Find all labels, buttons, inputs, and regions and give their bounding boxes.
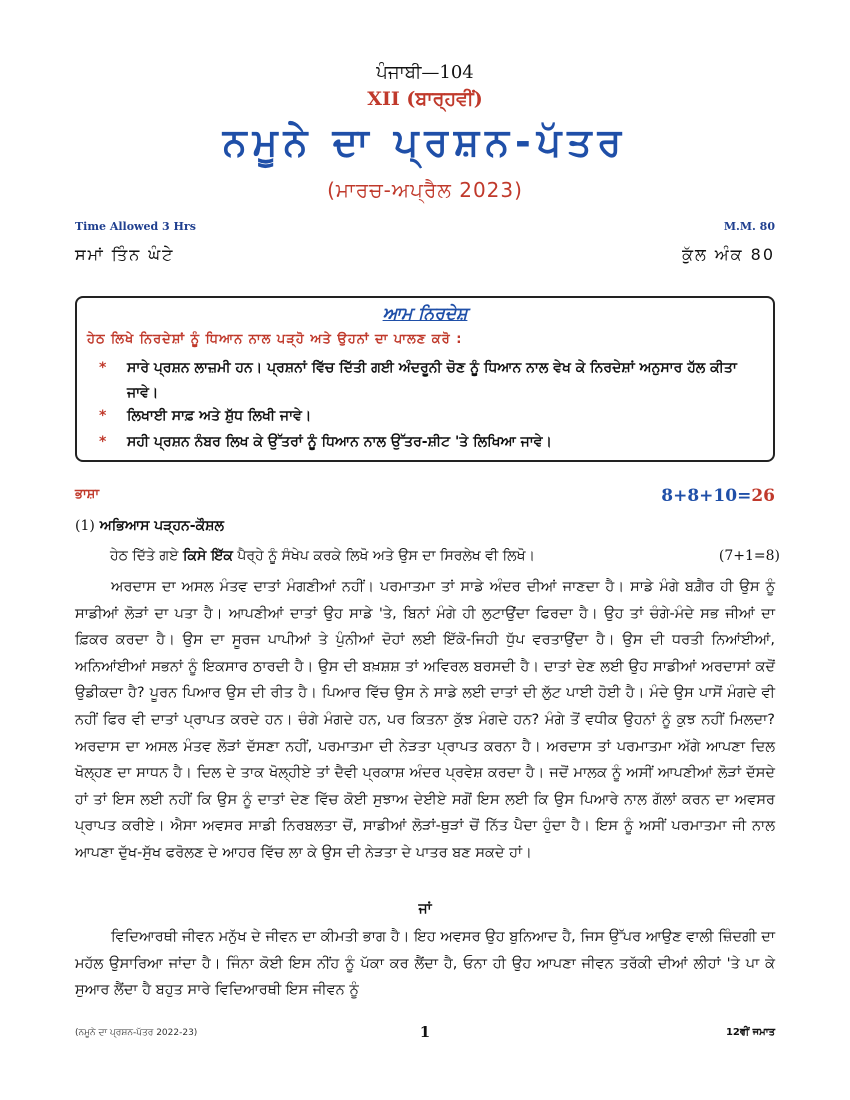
instruction-text: ਸਹੀ ਪ੍ਰਸ਼ਨ ਨੰਬਰ ਲਿਖ ਕੇ ਉੱਤਰਾਂ ਨੂੰ ਧਿਆਨ ਨਾਲ ਉੱਤਰ-ਸ਼ੀਟ 'ਤੇ ਲਿਖਿਆ ਜਾਵੇ। (127, 434, 552, 450)
question-marks: (7+1=8) (718, 548, 780, 564)
time-allowed-en: Time Allowed 3 Hrs (75, 220, 196, 233)
instruction-text: ਸਾਰੇ ਪ੍ਰਸ਼ਨ ਲਾਜ਼ਮੀ ਹਨ। ਪ੍ਰਸ਼ਨਾਂ ਵਿੱਚ ਦਿੱਤੀ ਗਈ ਅੰਦਰੂਨੀ ਚੋਣ ਨੂੰ ਧਿਆਨ ਨਾਲ ਵੇਖ ਕੇ ਨਿਰਦੇਸ਼ਾਂ ਅਨੁਸਾਰ ਹੱਲ ਕੀਤਾ ਜਾਵੇ। (127, 360, 737, 401)
instructions-title: ਆਮ ਨਿਰਦੇਸ਼ (382, 304, 468, 324)
section-label: ਭਾਸ਼ਾ (75, 487, 100, 502)
section-marks-total: 26 (751, 486, 775, 506)
subject-code: ਪੰਜਾਬੀ—104 (376, 62, 474, 83)
section-marks-parts: 8+8+10= (661, 486, 752, 506)
question-title: ਅਭਿਆਸ ਪੜ੍ਹਨ-ਕੌਸ਼ਲ (99, 518, 224, 534)
bullet-star-icon: * (99, 408, 107, 424)
general-instructions-box (75, 296, 775, 462)
bullet-star-icon: * (99, 360, 107, 376)
max-marks-pa: ਕੁੱਲ ਅੰਕ 80 (682, 245, 775, 264)
question-heading (75, 518, 224, 534)
question-number: (1) (75, 518, 95, 534)
instruction-item (99, 356, 759, 406)
page-title: ਨਮੂਨੇ ਦਾ ਪ੍ਰਸ਼ਨ-ਪੱਤਰ (222, 120, 628, 164)
class-label: XII (ਬਾਰ੍ਹਵੀਂ) (367, 88, 483, 110)
or-separator: ਜਾਂ (418, 901, 432, 917)
page-number: 1 (419, 1023, 431, 1041)
meta-row-english (75, 220, 775, 233)
exam-session: (ਮਾਰਚ-ਅਪ੍ਰੈਲ 2023) (327, 178, 523, 202)
footer-paper-name: (ਨਮੂਨੇ ਦਾ ਪ੍ਰਸ਼ਨ-ਪੱਤਰ 2022-23) (75, 1028, 198, 1038)
bullet-star-icon: * (99, 434, 107, 450)
section-marks (661, 486, 775, 506)
instruction-item (99, 404, 759, 429)
meta-row-punjabi (75, 245, 775, 265)
instructions-lead: ਹੇਠ ਲਿਖੇ ਨਿਰਦੇਸ਼ਾਂ ਨੂੰ ਧਿਆਨ ਨਾਲ ਪੜ੍ਹੋ ਅਤੇ ਉਹਨਾਂ ਦਾ ਪਾਲਣ ਕਰੋ : (87, 332, 463, 347)
passage-two: ਵਿਦਿਆਰਥੀ ਜੀਵਨ ਮਨੁੱਖ ਦੇ ਜੀਵਨ ਦਾ ਕੀਮਤੀ ਭਾਗ ਹੈ। ਇਹ ਅਵਸਰ ਉਹ ਬੁਨਿਆਦ ਹੈ, ਜਿਸ ਉੱਪਰ ਆਉਣ ਵਾਲੀ ਜ਼ਿੰਦਗੀ ਦਾ ਮਹੱਲ ਉਸਾਰਿਆ ਜਾਂਦਾ ਹੈ। ਜਿੰਨਾ ਕੋਈ ਇਸ ਨੀਂਹ ਨੂੰ ਪੱਕਾ ਕਰ ਲੈਂਦਾ ਹੈ, ਓਨਾ ਹੀ ਉਹ ਆਪਣਾ ਜੀਵਨ ਤਰੱਕੀ ਦੀਆਂ ਲੀਹਾਂ 'ਤੇ ਪਾ ਕੇ ਸੁਆਰ ਲੈਂਦਾ ਹੈ ਬਹੁਤ ਸਾਰੇ ਵਿਦਿਆਰਥੀ ਇਸ ਜੀਵਨ ਨੂੰ (75, 929, 775, 999)
instruction-item (99, 430, 759, 455)
max-marks-en: M.M. 80 (723, 220, 775, 233)
prompt-text-pre: ਹੇਠ ਦਿੱਤੇ ਗਏ (110, 548, 183, 564)
instruction-text: ਲਿਖਾਈ ਸਾਫ਼ ਅਤੇ ਸ਼ੁੱਧ ਲਿਖੀ ਜਾਵੇ। (127, 408, 312, 424)
prompt-text-bold: ਕਿਸੇ ਇੱਕ (182, 548, 233, 564)
question-prompt (110, 548, 730, 564)
footer-class: 12ਵੀਂ ਜਮਾਤ (725, 1027, 775, 1038)
prompt-text-post: ਪੈਰ੍ਹੇ ਨੂੰ ਸੰਖੇਪ ਕਰਕੇ ਲਿਖੋ ਅਤੇ ਉਸ ਦਾ ਸਿਰਲੇਖ ਵੀ ਲਿਖੋ। (232, 548, 535, 564)
time-allowed-pa: ਸਮਾਂ ਤਿੰਨ ਘੰਟੇ (75, 245, 175, 264)
passage-one: ਅਰਦਾਸ ਦਾ ਅਸਲ ਮੰਤਵ ਦਾਤਾਂ ਮੰਗਣੀਆਂ ਨਹੀਂ। ਪਰਮਾਤਮਾ ਤਾਂ ਸਾਡੇ ਅੰਦਰ ਦੀਆਂ ਜਾਣਦਾ ਹੈ। ਸਾਡੇ ਮੰਗੇ ਬਗ਼ੈਰ ਹੀ ਉਸ ਨੂੰ ਸਾਡੀਆਂ ਲੋੜਾਂ ਦਾ ਪਤਾ ਹੈ। ਆਪਣੀਆਂ ਦਾਤਾਂ ਉਹ ਸਾਡੇ 'ਤੇ, ਬਿਨਾਂ ਮੰਗੇ ਹੀ ਲੁਟਾਉਂਦਾ ਫਿਰਦਾ ਹੈ। ਉਹ ਤਾਂ ਚੰਗੇ-ਮੰਦੇ ਸਭ ਜੀਆਂ ਦਾ ਫ਼ਿਕਰ ਕਰਦਾ ਹੈ। ਉਸ ਦਾ ਸੂਰਜ ਪਾਪੀਆਂ ਤੇ ਪੁੰਨੀਆਂ ਦੋਹਾਂ ਲਈ ਇੱਕੋ-ਜਿਹੀ ਧੁੱਪ ਵਰਤਾਉਂਦਾ ਹੈ। ਉਸ ਦੀ ਧਰਤੀ ਨਿਆਂਈਆਂ, ਅਨਿਆਂਈਆਂ ਸਭਨਾਂ ਨੂੰ ਇਕਸਾਰ ਠਾਰਦੀ ਹੈ। ਉਸ ਦੀ ਬਖ਼ਸ਼ਸ਼ ਤਾਂ ਅਵਿਰਲ ਬਰਸਦੀ ਹੈ। ਦਾਤਾਂ ਦੇਣ ਲਈ ਉਹ ਸਾਡੀਆਂ ਅਰਦਾਸਾਂ ਕਦੋਂ ਉਡੀਕਦਾ ਹੈ? ਪੂਰਨ ਪਿਆਰ ਉਸ ਦੀ ਰੀਤ ਹੈ। ਪਿਆਰ ਵਿੱਚ ਉਸ ਨੇ ਸਾਡੇ ਲਈ ਦਾਤਾਂ ਦੀ ਲੁੱਟ ਪਾਈ ਹੋਈ ਹੈ। ਮੰਦੇ ਉਸ ਪਾਸੋਂ ਮੰਗਦੇ ਵੀ ਨਹੀਂ ਫਿਰ ਵੀ ਦਾਤਾਂ ਪ੍ਰਾਪਤ ਕਰਦੇ ਹਨ। ਚੰਗੇ ਮੰਗਦੇ ਹਨ, ਪਰ ਕਿਤਨਾ ਕੁੱਝ ਮੰਗਦੇ ਹਨ? ਮੰਗੇ ਤੋਂ ਵਧੀਕ ਉਹਨਾਂ ਨੂੰ ਕੁਝ ਨਹੀਂ ਮਿਲਦਾ? ਅਰਦਾਸ ਦਾ ਅਸਲ ਮੰਤਵ ਲੋੜਾਂ ਦੱਸਣਾ ਨਹੀਂ, ਪਰਮਾਤਮਾ ਦੀ ਨੇੜਤਾ ਪ੍ਰਾਪਤ ਕਰਨਾ ਹੈ। ਅਰਦਾਸ ਤਾਂ ਪਰਮਾਤਮਾ ਅੱਗੇ ਆਪਣਾ ਦਿਲ ਖੋਲ੍ਹਣ ਦਾ ਸਾਧਨ ਹੈ। ਦਿਲ ਦੇ ਤਾਕ ਖੋਲ੍ਹੀਏ ਤਾਂ ਦੈਵੀ ਪ੍ਰਕਾਸ਼ ਅੰਦਰ ਪ੍ਰਵੇਸ਼ ਕਰਦਾ ਹੈ। ਜਦੋਂ ਮਾਲਕ ਨੂੰ ਅਸੀਂ ਆਪਣੀਆਂ ਲੋੜਾਂ ਦੱਸਦੇ ਹਾਂ ਤਾਂ ਇਸ ਲਈ ਨਹੀਂ ਕਿ ਉਸ ਨੂੰ ਦਾਤਾਂ ਦੇਣ ਵਿੱਚ ਕੋਈ ਸੁਝਾਅ ਦੇਈਏ ਸਗੋਂ ਇਸ ਲਈ ਕਿ ਉਸ ਪਿਆਰੇ ਨਾਲ ਗੱਲਾਂ ਕਰਨ ਦਾ ਅਵਸਰ ਪ੍ਰਾਪਤ ਕਰੀਏ। ਐਸਾ ਅਵਸਰ ਸਾਡੀ ਨਿਰਬਲਤਾ ਚੋਂ, ਸਾਡੀਆਂ ਲੋੜਾਂ-ਥੁੜਾਂ ਚੋਂ ਨਿੱਤ ਪੈਦਾ ਹੁੰਦਾ ਹੈ। ਇਸ ਨੂੰ ਅਸੀਂ ਪਰਮਾਤਮਾ ਜੀ ਨਾਲ ਆਪਣਾ ਦੁੱਖ-ਸੁੱਖ ਫਰੋਲਣ ਦੇ ਆਹਰ ਵਿੱਚ ਲਾ ਕੇ ਉਸ ਦੀ ਨੇੜਤਾ ਦੇ ਪਾਤਰ ਬਣ ਸਕਦੇ ਹਾਂ। (75, 579, 775, 861)
